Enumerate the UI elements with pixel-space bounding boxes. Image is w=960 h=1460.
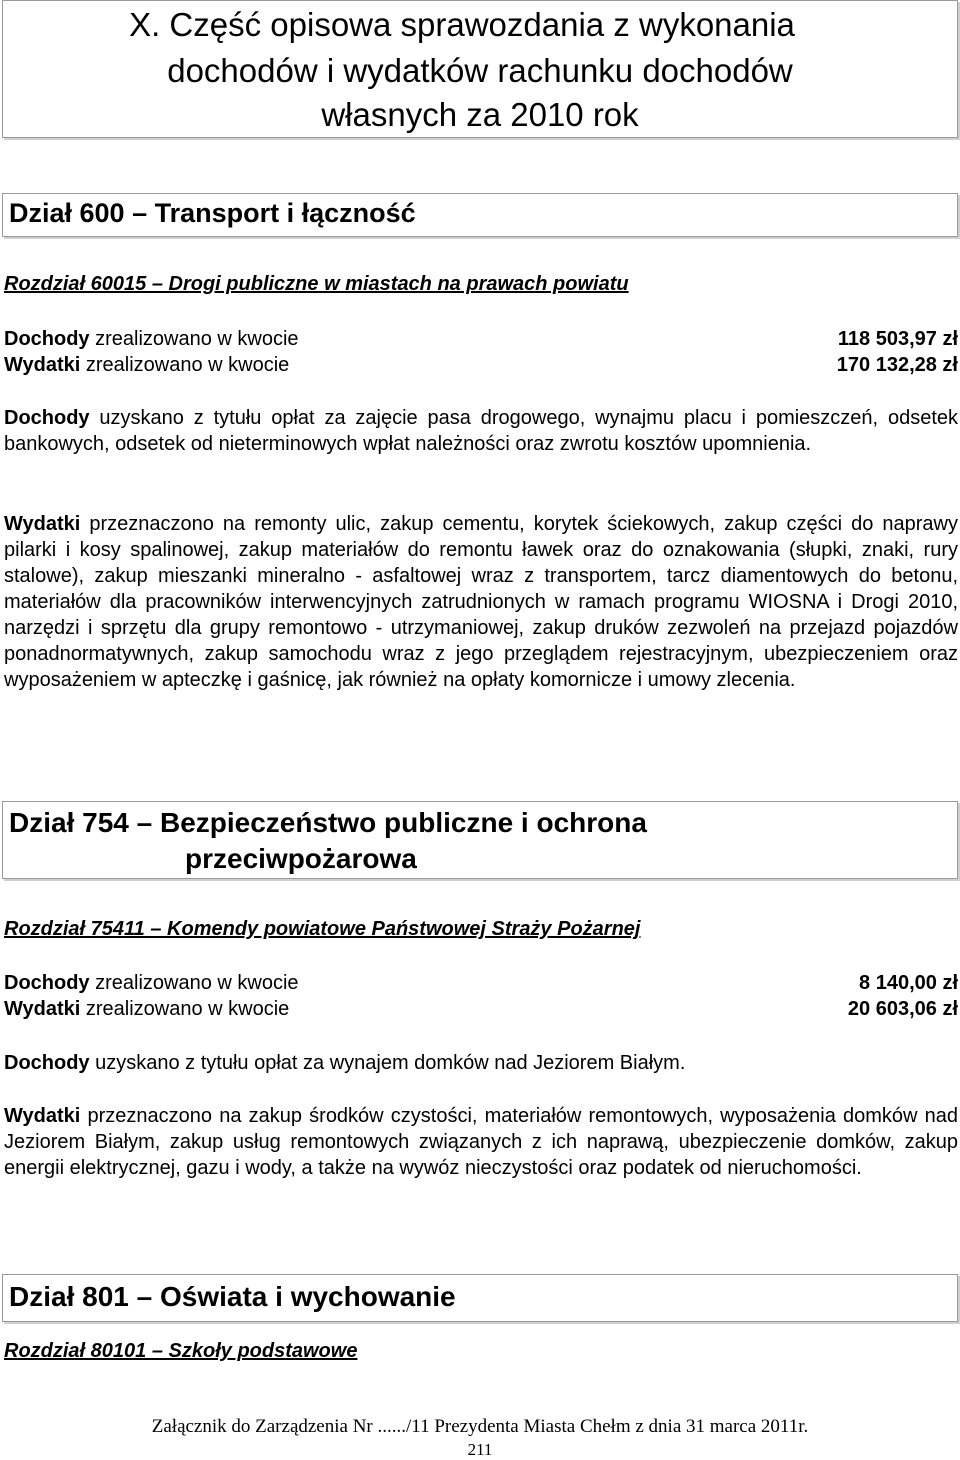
wydatki-754-amount: 20 603,06 zł — [847, 998, 958, 1020]
dochody-text: zrealizowano w kwocie — [89, 328, 299, 350]
dochody-desc-label: Dochody — [4, 1052, 90, 1074]
rozdzial-60015-heading: Rozdział 60015 – Drogi publiczne w miastach na prawach powiatu — [4, 273, 629, 295]
wydatki-text: zrealizowano w kwocie — [80, 998, 290, 1020]
wydatki-desc-label: Wydatki — [4, 513, 81, 535]
section-801-title: Dział 801 – Oświata i wychowanie — [9, 1281, 456, 1312]
wydatki-754-row — [4, 996, 958, 1022]
section-600-box — [2, 193, 958, 237]
section-754-title-line-2: przeciwpożarowa — [185, 843, 417, 874]
page-number: 211 — [467, 1440, 493, 1459]
wydatki-754-description — [4, 1103, 958, 1181]
section-754-box — [2, 801, 958, 879]
document-title-line-2: dochodów i wydatków rachunku dochodów — [167, 52, 793, 89]
dochody-desc-text: uzyskano z tytułu opłat za wynajem domków nad Jeziorem Białym. — [89, 1052, 686, 1074]
wydatki-600-row — [4, 352, 958, 378]
dochody-desc-text: uzyskano z tytułu opłat za zajęcie pasa drogowego, wynajmu placu i pomieszczeń, odsetek bankowych, odsetek od nieterminowych wpłat należności oraz zwrotu kosztów upomnienia. — [4, 407, 958, 455]
document-title-box — [2, 0, 958, 138]
section-600-title: Dział 600 – Transport i łączność — [9, 198, 416, 228]
wydatki-desc-label: Wydatki — [4, 1105, 81, 1127]
rozdzial-75411-heading: Rozdział 75411 – Komendy powiatowe Państwowej Straży Pożarnej — [4, 918, 641, 940]
wydatki-text: zrealizowano w kwocie — [80, 354, 290, 376]
dochody-754-amount: 8 140,00 zł — [859, 972, 958, 994]
wydatki-label: Wydatki — [4, 998, 81, 1020]
footer-annotation: Załącznik do Zarządzenia Nr ....../11 Prezydenta Miasta Chełm z dnia 31 marca 2011r. — [151, 1416, 809, 1437]
dochody-754-description — [4, 1050, 958, 1076]
document-title-line-1: X. Część opisowa sprawozdania z wykonania — [129, 6, 795, 43]
wydatki-label: Wydatki — [4, 354, 81, 376]
wydatki-600-amount: 170 132,28 zł — [836, 354, 958, 376]
rozdzial-80101-heading: Rozdział 80101 – Szkoły podstawowe — [4, 1340, 358, 1362]
document-title-line-3: własnych za 2010 rok — [321, 96, 639, 133]
section-801-box — [2, 1274, 958, 1322]
dochody-label: Dochody — [4, 972, 90, 994]
dochody-754-row — [4, 970, 958, 996]
dochody-600-amount: 118 503,97 zł — [837, 328, 958, 350]
dochody-600-row — [4, 326, 958, 352]
dochody-label: Dochody — [4, 328, 90, 350]
dochody-text: zrealizowano w kwocie — [89, 972, 299, 994]
wydatki-desc-text: przeznaczono na zakup środków czystości, materiałów remontowych, wyposażenia domków nad Jeziorem Białym, zakup usług remontowych związanych z ich naprawą, ubezpieczenie domków, zakup energii elektrycznej, gazu i wody, a także na wywóz nieczystości oraz podatek od nieruchomości. — [4, 1105, 958, 1179]
dochody-600-description — [4, 405, 958, 457]
section-754-title-line-1: Dział 754 – Bezpieczeństwo publiczne i ochrona — [9, 807, 647, 838]
wydatki-600-description — [4, 511, 958, 693]
wydatki-desc-text: przeznaczono na remonty ulic, zakup cementu, korytek ściekowych, zakup części do naprawy pilarki i kosy spalinowej, zakup materiałów do remontu ławek oraz do oznakowania (słupki, znaki, rury stalowe), zakup mieszanki mineralno - asfaltowej wraz z transportem, tarcz diamentowych do betonu, materiałów dla pracowników interwencyjnych zatrudnionych w ramach programu WIOSNA i Drogi 2010, narzędzi i sprzętu dla grupy remontowo - utrzymaniowej, zakup druków zezwoleń na przejazd pojazdów ponadnormatywnych, zakup samochodu wraz z jego przeglądem rejestracyjnym, ubezpieczeniem oraz wyposażeniem w apteczkę i gaśnicę, jak również na opłaty komornicze i umowy zlecenia. — [4, 513, 958, 691]
dochody-desc-label: Dochody — [4, 407, 90, 429]
